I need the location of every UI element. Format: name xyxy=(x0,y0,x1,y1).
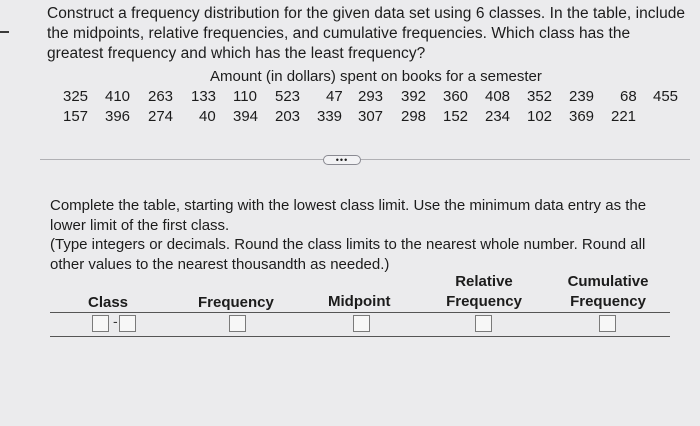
header-cumulative-line-2: Frequency xyxy=(570,293,646,310)
header-class: Class xyxy=(88,294,129,311)
instructions-line-1: Complete the table, starting with the lowest class limit. Use the minimum data entry as the lower limit of the first class. xyxy=(50,197,647,234)
data-value: 352 xyxy=(527,88,553,105)
data-value: 133 xyxy=(191,88,217,105)
data-value: 110 xyxy=(233,88,257,105)
data-value: 293 xyxy=(358,88,384,105)
data-caption: Amount (in dollars) spent on books for a semester xyxy=(210,68,542,85)
expand-more-button[interactable]: ••• xyxy=(323,155,361,165)
header-cumulative-line-1: Cumulative xyxy=(567,273,649,290)
midpoint-input[interactable] xyxy=(353,315,370,332)
data-value: 102 xyxy=(527,108,553,125)
table-row-rule xyxy=(50,336,670,337)
data-value: 455 xyxy=(653,88,679,105)
data-value: 408 xyxy=(485,88,511,105)
data-value: 221 xyxy=(611,108,637,125)
data-value: 339 xyxy=(317,108,343,125)
data-row-1 xyxy=(0,88,700,108)
question-text: Construct a frequency distribution for the given data set using 6 classes. In the table, include the midpoints, relative frequencies, and cumulative frequencies. Which class has the greatest frequency and which has the least frequency? xyxy=(47,5,686,62)
data-value: 394 xyxy=(233,108,259,125)
header-relative-line-1: Relative xyxy=(455,273,513,290)
page-edge-mark xyxy=(0,31,9,33)
data-value: 152 xyxy=(443,108,469,125)
table-header-rule xyxy=(50,312,670,313)
data-value: 68 xyxy=(620,88,637,105)
class-lower-limit-input[interactable] xyxy=(92,315,109,332)
data-value: 523 xyxy=(275,88,301,105)
data-value: 410 xyxy=(105,88,131,105)
relative-frequency-input[interactable] xyxy=(475,315,492,332)
header-midpoint: Midpoint xyxy=(328,293,391,310)
cumulative-frequency-input[interactable] xyxy=(599,315,616,332)
data-value: 234 xyxy=(485,108,511,125)
data-value: 360 xyxy=(443,88,469,105)
class-limit-separator: - xyxy=(113,313,118,329)
section-divider xyxy=(40,159,690,160)
data-value: 369 xyxy=(569,108,595,125)
data-value: 392 xyxy=(401,88,427,105)
data-row-2 xyxy=(0,108,700,128)
header-relative-line-2: Frequency xyxy=(446,293,522,310)
data-value: 298 xyxy=(401,108,427,125)
data-value: 325 xyxy=(63,88,89,105)
instructions-line-2: (Type integers or decimals. Round the class limits to the nearest whole number. Round all other values to the nearest thousandth as needed.) xyxy=(50,236,646,273)
data-value: 263 xyxy=(148,88,174,105)
instructions xyxy=(50,196,680,274)
data-value: 274 xyxy=(148,108,174,125)
data-value: 239 xyxy=(569,88,595,105)
header-cumulative-frequency xyxy=(563,272,653,312)
data-value: 157 xyxy=(63,108,89,125)
header-relative-frequency xyxy=(442,272,526,312)
frequency-input[interactable] xyxy=(229,315,246,332)
header-frequency: Frequency xyxy=(198,294,274,311)
data-value: 203 xyxy=(275,108,301,125)
data-value: 307 xyxy=(358,108,384,125)
data-value: 396 xyxy=(105,108,131,125)
data-value: 47 xyxy=(326,88,343,105)
data-value: 40 xyxy=(199,108,216,125)
class-upper-limit-input[interactable] xyxy=(119,315,136,332)
